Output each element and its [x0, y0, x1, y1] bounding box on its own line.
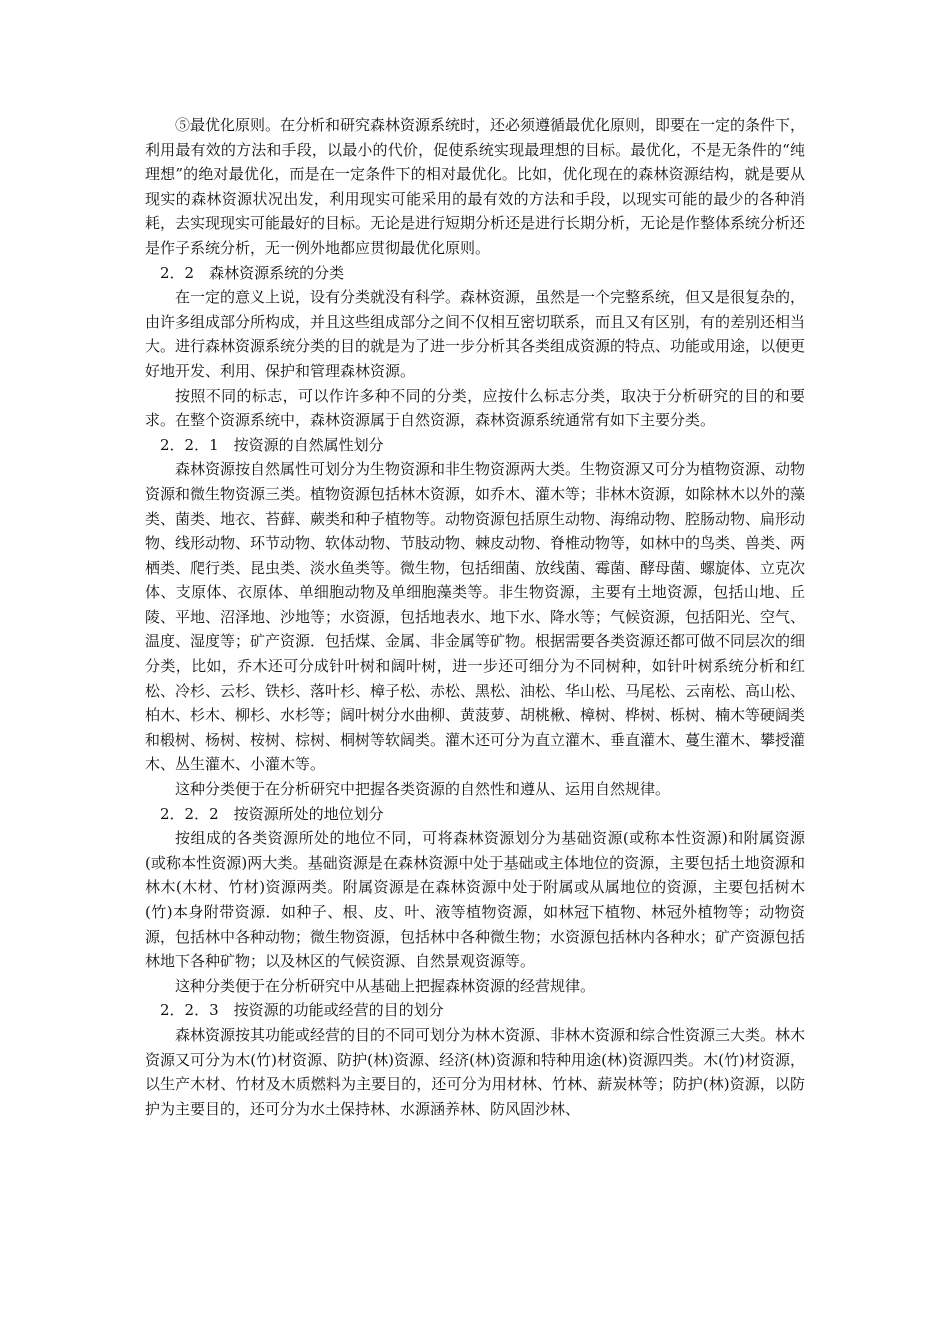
section-heading: 2．2．2 按资源所处的地位划分 — [160, 804, 384, 823]
section-heading: 2．2．3 按资源的功能或经营的目的划分 — [160, 1001, 444, 1020]
paragraph: 森林资源按其功能或经营的目的不同可划分为林木资源、非林木资源和综合性资源三大类。林木资源又可分为木(竹)材资源、防护(林)资源、经济(林)资源和特种用途(林)资源四类。木(竹)材资源，以生产木材、竹材及木质燃料为主要目的，还可分为用材林、竹林、薪炭林等；防护(林)资源，以防 护为主要目的，还可分为水土保持林、水源涵养林、防风固沙林、 — [145, 1025, 821, 1118]
paragraph: 森林资源按自然属性可划分为生物资源和非生物资源两大类。生物资源又可分为植物资源、动物资源和微生物资源三类。植物资源包括林木资源，如乔木、灌木等；非林木资源，如除林木以外的藻类、菌类、地衣、苔藓、蕨类和种子植物等。动物资源包括原生动物、海绵动物、腔肠动物、扁形动物、线形动物、环节动物、软体动物、节肢动物、棘皮动物、脊椎动物等，如林中的鸟类、兽类、两栖类、爬行类、昆虫类、淡水鱼类等。微生物，包括细菌、放线菌、霉菌、酵母菌、螺旋体、立克次体、支原体、衣原体、单细胞动物及单细胞藻类等。非生物资源，主要有土地资源，包括山地、丘陵、平地、沼泽地、沙地等；水资源，包括地表水、地下水、降水等；气候资源，包括阳光、空气、温度、湿度等；矿产资源．包括煤、金属、非金属等矿物。根据需要各类资源还都可做不同层次的细分类，比如，乔木还可分成针叶树和阔叶树，进一步还可细分为不同树种，如针叶树系统分析和红松、冷杉、云杉、铁杉、落叶杉、樟子松、赤松、黑松、油松、华山松、马尾松、云南松、高山松、柏木、杉木、柳杉、水杉等；阔叶树分水曲柳、黄菠萝、胡桃楸、樟树、桦树、栎树、楠木等硬阔类和椴树、杨树、桉树、棕树、桐树等软阔类。灌木还可分为直立灌木、垂直灌木、蔓生灌木、攀授灌木、丛生灌木、小灌木等。 — [145, 460, 806, 774]
section-heading: 2．2 森林资源系统的分类 — [160, 263, 345, 282]
paragraph: 在一定的意义上说，设有分类就没有科学。森林资源，虽然是一个完整系统，但又是很复杂的，由许多组成部分所构成，并且这些组成部分之间不仅相互密切联系，而且又有区别，有的差别还相当大。进行森林资源系统分类的目的就是为了进一步分析其各类组成资源的特点、功能或用途，以便更好地开发、利用、保护和管理森林资源。 — [145, 288, 806, 380]
paragraph: 按照不同的标志，可以作许多种不同的分类，应按什么标志分类，取决于分析研究的目的和要求。在整个资源系统中，森林资源属于自然资源，森林资源系统通常有如下主要分类。 — [145, 386, 805, 430]
section-heading: 2．2．1 按资源的自然属性划分 — [160, 435, 384, 454]
paragraph: 按组成的各类资源所处的地位不同，可将森林资源划分为基础资源(或称本性资源)和附属资源(或称本性资源)两大类。基础资源是在森林资源中处于基础或主体地位的资源，主要包括土地资源和林木(木材、竹材)资源两类。附属资源是在森林资源中处于附属或从属地位的资源，主要包括树木(竹)本身附带资源．如种子、根、皮、叶、液等植物资源，如林冠下植物、林冠外植物等；动物资源，包括林中各种动物；微生物资源，包括林中各种微生物；水资源包括林内各种水；矿产资源包括林地下各种矿物；以及林区的气候资源、自然景观资源等。 — [145, 829, 806, 971]
paragraph: 这种分类便于在分析研究中从基础上把握森林资源的经营规律。 — [175, 976, 596, 995]
paragraph: ⑤最优化原则。在分析和研究森林资源系统时，还必须遵循最优化原则，即要在一定的条件下，利用最有效的方法和手段，以最小的代价，促使系统实现最理想的目标。最优化，不是无条件的“纯理想”的绝对最优化，而是在一定条件下的相对最优化。比如，优化现在的森林资源结构，就是要从现实的森林资源状况出发，利用现实可能采用的最有效的方法和手段，以现实可能的最少的各种消耗，去实现现实可能最好的目标。无论是进行短期分析还是进行长期分析，无论是作整体系统分析还是作子系统分析，无一例外地都应贯彻最优化原则。 — [145, 116, 806, 257]
document-page — [145, 113, 821, 1121]
paragraph: 这种分类便于在分析研究中把握各类资源的自然性和遵从、运用自然规律。 — [175, 780, 671, 799]
